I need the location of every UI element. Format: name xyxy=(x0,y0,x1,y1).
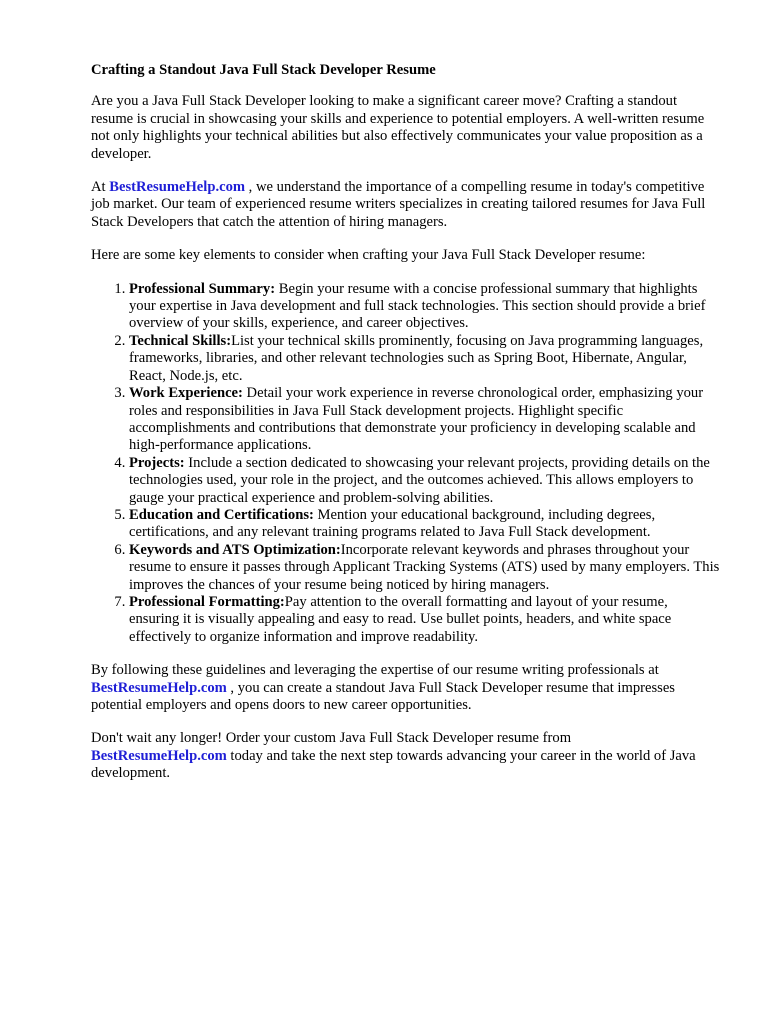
list-item-heading: Professional Formatting: xyxy=(129,593,285,610)
list-item xyxy=(129,385,721,455)
list-item xyxy=(129,455,721,507)
list-item-heading: Technical Skills: xyxy=(129,332,232,349)
list-item-text: List your technical skills prominently, focusing on Java programming languages, frameworks, libraries, and other relevant technologies such as Spring Boot, Hibernate, Angular, React, Node.js, etc. xyxy=(129,332,704,384)
bestresumehelp-link[interactable]: BestResumeHelp.com xyxy=(91,679,227,696)
list-item xyxy=(129,542,721,594)
list-item xyxy=(129,333,721,385)
closing-suffix: today and take the next step towards advancing your career in the world of Java development. xyxy=(91,747,696,782)
guidelines-paragraph xyxy=(91,662,721,714)
key-elements-list xyxy=(91,281,721,647)
list-item xyxy=(129,594,721,646)
closing-paragraph xyxy=(91,730,721,782)
list-item-text: Incorporate relevant keywords and phrases throughout your resume to ensure it passes through Applicant Tracking Systems (ATS) used by many employers. This improves the chances of your resume being noticed by hiring managers. xyxy=(129,541,720,593)
bestresumehelp-link[interactable]: BestResumeHelp.com xyxy=(109,179,246,196)
list-item-text: Mention your educational background, including degrees, certifications, and any relevant training programs related to Java Full Stack development. xyxy=(129,506,656,541)
list-item-text: Begin your resume with a concise professional summary that highlights your expertise in Java development and full stack technologies. This section should provide a brief overview of your skills, experience, and career objectives. xyxy=(129,280,706,332)
closing-prefix: Don't wait any longer! Order your custom Java Full Stack Developer resume from xyxy=(91,730,572,747)
about-suffix: , we understand the importance of a compelling resume in today's competitive job market. Our team of experienced resume writers specializes in creating tailored resumes for Java Full Stack Developers that catch the attention of hiring managers. xyxy=(91,179,706,230)
about-prefix: At xyxy=(91,179,110,196)
bestresumehelp-link[interactable]: BestResumeHelp.com xyxy=(91,747,227,764)
list-item xyxy=(129,507,721,542)
list-item-heading: Projects: xyxy=(129,454,185,471)
list-item-heading: Education and Certifications: xyxy=(129,506,314,523)
about-paragraph xyxy=(91,179,721,231)
guidelines-suffix: , you can create a standout Java Full Stack Developer resume that impresses potential employers and opens doors to new career opportunities. xyxy=(91,679,675,713)
list-item-text: Include a section dedicated to showcasing your relevant projects, providing details on the technologies used, your role in the project, and the outcomes achieved. This allows employers to gauge your practical experience and problem-solving abilities. xyxy=(129,454,710,506)
document-title: Crafting a Standout Java Full Stack Developer Resume xyxy=(91,62,436,78)
list-item-text: Pay attention to the overall formatting and layout of your resume, ensuring it is visually appealing and easy to read. Use bullet points, headers, and white space effectively to organize information and improve readability. xyxy=(129,593,672,645)
document-page xyxy=(91,62,721,799)
list-item-heading: Work Experience: xyxy=(129,385,243,402)
list-item-text: Detail your work experience in reverse chronological order, emphasizing your roles and responsibilities in Java Full Stack development projects. Highlight specific accomplishments and contributions that demonstrate your proficiency in developing scalable and high-performance applications. xyxy=(129,385,704,454)
list-item-heading: Professional Summary: xyxy=(129,280,276,297)
guidelines-prefix: By following these guidelines and leveraging the expertise of our resume writing professionals at xyxy=(91,662,659,679)
list-item xyxy=(129,281,721,333)
list-intro-paragraph: Here are some key elements to consider when crafting your Java Full Stack Developer resume: xyxy=(91,247,646,264)
intro-paragraph: Are you a Java Full Stack Developer looking to make a significant career move? Crafting a standout resume is crucial in showcasing your skills and experience to potential employers. A well-written resume not only highlights your technical abilities but also effectively communicates your value proposition as a developer. xyxy=(91,93,705,162)
list-item-heading: Keywords and ATS Optimization: xyxy=(129,541,341,558)
